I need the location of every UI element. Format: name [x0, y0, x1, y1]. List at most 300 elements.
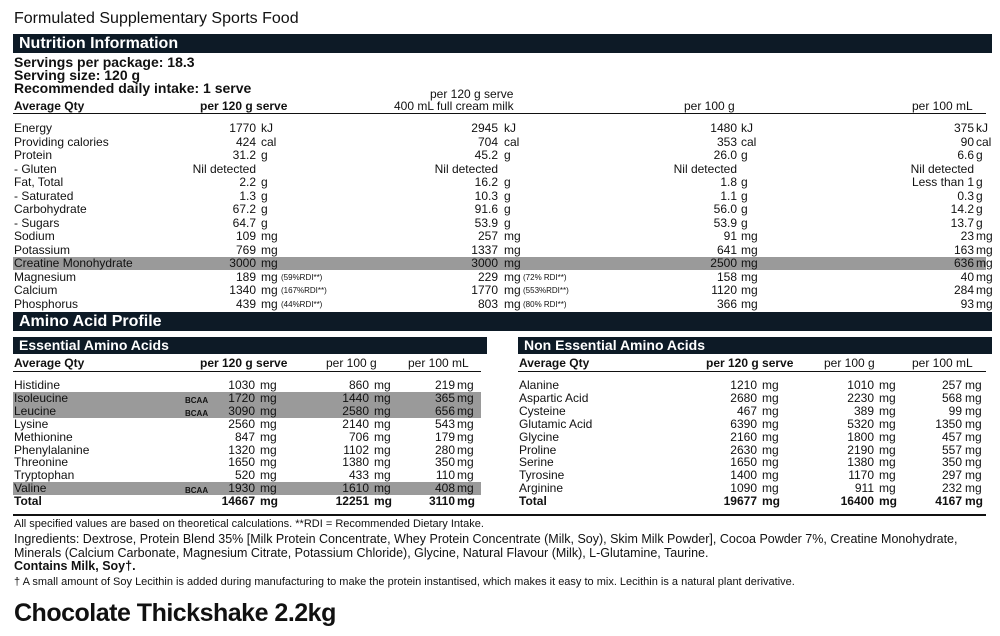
ess-header-rule — [13, 371, 481, 372]
page-title: Formulated Supplementary Sports Food — [14, 10, 299, 27]
amino-per-serve: 3090 — [228, 403, 255, 418]
amino-per-100g: 2140 — [342, 416, 369, 431]
amino-per-100g: 1610 — [342, 481, 369, 496]
amino-unit: mg — [879, 429, 896, 444]
amino-unit: mg — [374, 468, 391, 483]
amino-unit: mg — [762, 429, 779, 444]
amino-per-100g: 2580 — [342, 403, 369, 418]
amino-unit: mg — [457, 494, 475, 509]
value-with-milk: 1337 — [471, 242, 498, 257]
non-col-100g: per 100 g — [824, 356, 875, 370]
amino-per-100ml: 350 — [434, 455, 455, 470]
value-per-serve: 3000 — [229, 256, 256, 270]
amino-unit: mg — [762, 416, 779, 431]
amino-per-100g: 911 — [854, 481, 874, 496]
value-per-100g: 53.9 — [713, 215, 737, 230]
value-per-100ml: Nil detected — [910, 161, 974, 176]
unit-per-100ml: g — [976, 188, 983, 203]
value-per-serve: 64.7 — [232, 215, 256, 230]
nutrient-name: Potassium — [14, 242, 71, 257]
amino-name: Valine — [14, 481, 47, 496]
amino-unit: mg — [965, 442, 982, 457]
unit-per-100g: mg — [741, 296, 758, 311]
footnote: All specified values are based on theoretical calculations. **RDI = Recommended Dietary Intake. — [14, 518, 484, 530]
amino-per-100g: 860 — [348, 378, 369, 392]
value-per-serve: 189 — [235, 269, 256, 284]
amino-unit: mg — [374, 416, 391, 431]
value-per-serve: 439 — [235, 296, 256, 311]
amino-name: Glycine — [519, 429, 560, 444]
value-per-serve: 424 — [235, 134, 256, 149]
unit-per-100ml: mg — [976, 296, 993, 311]
unit-per-serve: mg — [261, 242, 278, 257]
amino-unit: mg — [457, 378, 474, 392]
bcaa-badge: BCAA — [185, 486, 209, 496]
amino-per-100ml: 280 — [434, 442, 455, 457]
amino-per-100ml: 297 — [941, 468, 962, 483]
amino-per-serve: 1720 — [228, 390, 255, 405]
amino-unit: mg — [965, 494, 983, 509]
rdi-with-milk: (80% RDI**) — [523, 299, 567, 309]
essential-heading: Essential Amino Acids — [13, 337, 487, 354]
value-per-100g: 158 — [716, 269, 737, 284]
amino-name: Phenylalanine — [14, 442, 90, 457]
amino-unit: mg — [879, 442, 896, 457]
value-per-serve: 109 — [235, 229, 256, 243]
unit-with-milk: mg — [504, 229, 521, 243]
amino-per-serve: 1030 — [228, 378, 255, 392]
amino-unit: mg — [374, 455, 391, 470]
unit-with-milk: g — [504, 202, 511, 216]
nutrient-name: - Saturated — [14, 188, 74, 203]
amino-unit: mg — [762, 390, 779, 405]
amino-per-100g: 16400 — [840, 494, 874, 509]
amino-name: Tyrosine — [519, 468, 565, 483]
rdi-per-serve: (44%RDI**) — [281, 299, 323, 309]
amino-unit: mg — [457, 390, 474, 405]
value-per-serve: Nil detected — [192, 161, 256, 176]
amino-name: Total — [519, 494, 547, 509]
amino-name: Threonine — [14, 455, 69, 470]
amino-per-serve: 467 — [736, 403, 757, 418]
nutrient-name: - Sugars — [14, 215, 60, 230]
amino-unit: mg — [374, 442, 391, 457]
amino-unit: mg — [965, 403, 982, 418]
unit-per-100g: g — [741, 188, 748, 203]
amino-per-100g: 1440 — [342, 390, 369, 405]
amino-per-serve: 1400 — [730, 468, 757, 483]
amino-unit: mg — [965, 429, 982, 444]
amino-per-serve: 2680 — [730, 390, 757, 405]
amino-unit: mg — [457, 481, 474, 496]
nutrient-name: Calcium — [14, 283, 58, 297]
unit-per-100g: g — [741, 175, 748, 189]
amino-per-100ml: 179 — [434, 429, 455, 444]
amino-name: Leucine — [14, 403, 57, 418]
amino-row — [13, 418, 481, 431]
value-with-milk: 16.2 — [474, 175, 498, 189]
amino-per-100ml: 4167 — [935, 494, 962, 509]
value-per-100ml: Less than 1 — [911, 175, 974, 189]
value-with-milk: 3000 — [471, 256, 498, 270]
nutrition-row — [13, 190, 986, 203]
non-header-rule — [518, 371, 986, 372]
value-per-100g: 56.0 — [713, 202, 737, 216]
amino-unit: mg — [965, 378, 982, 392]
amino-per-serve: 1320 — [228, 442, 255, 457]
value-per-serve: 67.2 — [232, 202, 256, 216]
nutrient-name: Fat, Total — [14, 175, 64, 189]
unit-per-serve: g — [261, 148, 268, 162]
unit-per-100ml: g — [976, 202, 983, 216]
amino-unit: mg — [260, 481, 277, 496]
amino-unit: mg — [260, 442, 277, 457]
amino-unit: mg — [762, 442, 779, 457]
unit-per-100g: cal — [741, 134, 757, 149]
amino-per-100g: 706 — [348, 429, 369, 444]
amino-unit: mg — [879, 455, 896, 470]
amino-per-100ml: 350 — [941, 455, 962, 470]
amino-name: Arginine — [519, 481, 564, 496]
amino-unit: mg — [374, 378, 391, 392]
unit-per-100g: g — [741, 215, 748, 230]
nutrient-name: Protein — [14, 148, 53, 162]
amino-name: Aspartic Acid — [519, 390, 589, 405]
amino-per-serve: 2630 — [730, 442, 757, 457]
unit-with-milk: cal — [504, 134, 520, 149]
amino-per-100g: 2230 — [847, 390, 874, 405]
col-per-120g: per 120 g serve — [200, 99, 288, 113]
value-with-milk: 45.2 — [474, 148, 498, 162]
unit-per-serve: mg — [261, 269, 278, 284]
amino-per-serve: 1650 — [730, 455, 757, 470]
unit-per-100g: g — [741, 148, 748, 162]
nutrition-row — [13, 256, 993, 270]
amino-per-serve: 520 — [234, 468, 255, 483]
unit-per-100ml: g — [976, 215, 983, 230]
unit-per-serve: g — [261, 215, 268, 230]
unit-per-100g: mg — [741, 229, 758, 243]
value-per-100g: 353 — [716, 134, 737, 149]
amino-name: Serine — [519, 455, 554, 470]
amino-unit: mg — [457, 455, 474, 470]
amino-name: Cysteine — [519, 403, 566, 418]
amino-per-serve: 2560 — [228, 416, 255, 431]
nutrient-name: Energy — [14, 121, 53, 135]
amino-per-100ml: 219 — [434, 378, 455, 392]
amino-unit: mg — [457, 429, 474, 444]
amino-unit: mg — [374, 390, 391, 405]
amino-name: Glutamic Acid — [519, 416, 593, 431]
amino-per-serve: 2160 — [730, 429, 757, 444]
nutrition-row — [13, 296, 993, 311]
col-average-qty: Average Qty — [14, 99, 85, 113]
nutrition-row — [13, 122, 986, 135]
nutrient-name: Sodium — [14, 229, 55, 243]
value-per-100g: 1.1 — [720, 188, 737, 203]
amino-unit: mg — [374, 429, 391, 444]
amino-per-serve: 1090 — [730, 481, 757, 496]
value-per-100ml: 13.7 — [950, 215, 974, 230]
amino-unit: mg — [879, 416, 896, 431]
amino-unit: mg — [374, 403, 391, 418]
amino-per-serve: 1650 — [228, 455, 255, 470]
value-per-100ml: 163 — [953, 242, 974, 257]
value-with-milk: 2945 — [471, 121, 498, 135]
unit-per-100ml: g — [976, 148, 983, 162]
amino-row — [13, 431, 481, 444]
rdi-with-milk: (72% RDI**) — [523, 272, 567, 282]
amino-per-100ml: 110 — [435, 468, 455, 483]
bcaa-badge: BCAA — [185, 408, 209, 418]
value-per-serve: 1.3 — [239, 188, 256, 203]
amino-per-100ml: 457 — [941, 429, 962, 444]
amino-name: Total — [14, 494, 42, 509]
unit-per-serve: g — [261, 175, 268, 189]
amino-unit: mg — [965, 416, 982, 431]
allergen-statement: Contains Milk, Soy†. — [14, 559, 136, 573]
amino-per-100ml: 656 — [434, 403, 455, 418]
unit-per-100g: mg — [741, 242, 758, 257]
amino-unit: mg — [762, 378, 779, 392]
unit-per-serve: mg — [261, 283, 278, 297]
non-col-average: Average Qty — [519, 356, 590, 370]
value-with-milk: 704 — [477, 134, 498, 149]
soy-note: † A small amount of Soy Lecithin is added during manufacturing to make the protein instantised, which makes it easy to mix. Lecithin is a natural plant derivative. — [14, 576, 795, 588]
amino-unit: mg — [965, 390, 982, 405]
nutrient-name: Phosphorus — [14, 296, 79, 311]
nutrition-row — [13, 229, 993, 243]
amino-unit: mg — [965, 468, 982, 483]
amino-per-serve: 1930 — [228, 481, 255, 496]
amino-row — [518, 431, 986, 444]
nutrition-row — [13, 283, 993, 297]
amino-per-100ml: 257 — [941, 378, 962, 392]
amino-per-100ml: 557 — [941, 442, 962, 457]
amino-unit: mg — [260, 455, 277, 470]
unit-per-100g: mg — [741, 256, 758, 270]
value-per-100g: 641 — [716, 242, 737, 257]
amino-unit: mg — [260, 494, 278, 509]
recommended-intake: Recommended daily intake: 1 serve — [14, 80, 252, 96]
nutrition-heading: Nutrition Information — [13, 34, 992, 53]
value-per-100ml: 90 — [960, 134, 974, 149]
amino-name: Tryptophan — [14, 468, 75, 483]
value-with-milk: Nil detected — [434, 161, 498, 176]
amino-per-100ml: 568 — [941, 390, 962, 405]
amino-unit: mg — [965, 481, 982, 496]
nutrient-name: Creatine Monohydrate — [14, 256, 133, 270]
bottom-rule — [13, 514, 986, 516]
amino-unit: mg — [762, 403, 779, 418]
value-per-100g: Nil detected — [673, 161, 737, 176]
amino-name: Alanine — [519, 378, 560, 392]
unit-with-milk: kJ — [504, 121, 516, 135]
unit-per-100ml: mg — [976, 269, 993, 284]
amino-unit: mg — [457, 468, 474, 483]
amino-unit: mg — [260, 390, 277, 405]
amino-unit: mg — [762, 455, 779, 470]
unit-with-milk: g — [504, 188, 511, 203]
ess-col-120: per 120 g serve — [200, 356, 288, 370]
nutrient-name: Providing calories — [14, 134, 109, 149]
amino-per-100g: 12251 — [335, 494, 369, 509]
unit-per-serve: g — [261, 202, 268, 216]
value-per-serve: 1340 — [229, 283, 256, 297]
amino-unit: mg — [879, 390, 896, 405]
servings-per-package: Servings per package: 18.3 — [14, 54, 195, 70]
amino-per-serve: 14667 — [221, 494, 255, 509]
nutrient-name: Carbohydrate — [14, 202, 87, 216]
value-per-100g: 26.0 — [713, 148, 737, 162]
value-with-milk: 53.9 — [474, 215, 498, 230]
amino-unit: mg — [879, 403, 896, 418]
non-col-100ml: per 100 mL — [912, 356, 973, 370]
serving-size: Serving size: 120 g — [14, 67, 141, 83]
rdi-per-serve: (59%RDI**) — [281, 272, 323, 282]
unit-per-serve: cal — [261, 134, 277, 149]
amino-row — [518, 392, 986, 405]
unit-per-100ml: mg — [976, 283, 993, 297]
amino-row — [13, 392, 481, 405]
amino-per-100g: 5320 — [847, 416, 874, 431]
value-per-serve: 31.2 — [232, 148, 256, 162]
amino-row — [518, 405, 986, 418]
value-with-milk: 257 — [477, 229, 498, 243]
unit-per-serve: mg — [261, 256, 278, 270]
amino-unit: mg — [879, 481, 896, 496]
unit-with-milk: mg — [504, 269, 521, 284]
unit-per-100ml: mg — [976, 242, 993, 257]
value-per-100ml: 636 — [953, 256, 974, 270]
amino-unit: mg — [879, 468, 896, 483]
amino-per-serve: 6390 — [730, 416, 757, 431]
amino-per-100ml: 408 — [434, 481, 455, 496]
value-per-100ml: 40 — [960, 269, 974, 284]
amino-unit: mg — [374, 481, 391, 496]
amino-unit: mg — [457, 403, 474, 418]
amino-unit: mg — [457, 416, 474, 431]
value-per-100g: 2500 — [710, 256, 737, 270]
unit-per-100ml: mg — [976, 256, 993, 270]
unit-per-serve: g — [261, 188, 268, 203]
amino-unit: mg — [260, 416, 277, 431]
unit-with-milk: mg — [504, 242, 521, 257]
ess-col-100g: per 100 g — [326, 356, 377, 370]
amino-per-100g: 433 — [348, 468, 369, 483]
unit-with-milk: mg — [504, 296, 521, 311]
amino-name: Isoleucine — [14, 390, 69, 405]
amino-unit: mg — [457, 442, 474, 457]
col-milk-line2: 400 mL full cream milk — [394, 99, 514, 113]
amino-unit: mg — [260, 403, 277, 418]
amino-unit: mg — [965, 455, 982, 470]
value-with-milk: 803 — [477, 296, 498, 311]
amino-per-100g: 389 — [853, 403, 874, 418]
value-per-100g: 1120 — [711, 283, 737, 297]
amino-unit: mg — [260, 468, 277, 483]
amino-total-row — [518, 495, 986, 508]
value-per-serve: 769 — [235, 242, 256, 257]
unit-per-100ml: cal — [976, 134, 992, 149]
amino-per-100g: 1170 — [848, 468, 874, 483]
unit-with-milk: g — [504, 215, 511, 230]
unit-per-100ml: g — [976, 175, 983, 189]
col-per-100ml: per 100 mL — [912, 99, 973, 113]
col-per-100g: per 100 g — [684, 99, 735, 113]
value-per-serve: 2.2 — [239, 175, 256, 189]
unit-per-100ml: mg — [976, 229, 993, 243]
amino-unit: mg — [879, 494, 897, 509]
amino-per-100ml: 365 — [434, 390, 455, 405]
amino-unit: mg — [374, 494, 392, 509]
amino-per-100g: 1102 — [343, 442, 369, 457]
product-name: Chocolate Thickshake 2.2kg — [14, 599, 336, 627]
nutrition-row — [13, 134, 992, 149]
value-with-milk: 1770 — [471, 283, 498, 297]
nutrition-row — [13, 217, 986, 230]
non-essential-heading: Non Essential Amino Acids — [518, 337, 992, 354]
amino-unit: mg — [260, 378, 277, 392]
amino-per-serve: 847 — [234, 429, 255, 444]
ingredients-line2: Minerals (Calcium Carbonate, Magnesium Citrate, Potassium Chloride), Glycine, Natural Flavour (Milk), L-Glutamine, Taurine. — [14, 546, 709, 560]
unit-per-serve: mg — [261, 229, 278, 243]
unit-per-100g: kJ — [741, 121, 753, 135]
nutrition-header-rule — [13, 113, 986, 114]
nutrition-row — [13, 203, 986, 216]
value-per-100g: 1480 — [710, 121, 737, 135]
amino-total-row — [13, 495, 481, 508]
amino-per-100ml: 99 — [948, 403, 962, 418]
value-per-100ml: 284 — [953, 283, 974, 297]
amino-heading: Amino Acid Profile — [13, 312, 992, 331]
amino-unit: mg — [879, 378, 896, 392]
value-per-100g: 91 — [723, 229, 737, 243]
amino-per-100ml: 1350 — [935, 416, 962, 431]
amino-per-serve: 1210 — [730, 378, 757, 392]
nutrition-row — [13, 163, 986, 176]
amino-name: Histidine — [14, 378, 61, 392]
unit-with-milk: mg — [504, 256, 521, 270]
nutrition-row — [13, 242, 993, 257]
value-per-100ml: 93 — [960, 296, 974, 311]
nutrition-row — [13, 269, 993, 284]
unit-per-100g: g — [741, 202, 748, 216]
value-per-100ml: 6.6 — [957, 148, 974, 162]
amino-per-100g: 1380 — [847, 455, 874, 470]
unit-per-serve: mg — [261, 296, 278, 311]
ingredients-line1: Ingredients: Dextrose, Protein Blend 35% [Milk Protein Concentrate, Whey Protein Concentrate (Milk, Soy), Skim Milk Powder], Cocoa Powder 7%, Creatine Monohydrate, — [14, 532, 958, 546]
ess-col-average: Average Qty — [14, 356, 85, 370]
amino-unit: mg — [762, 494, 780, 509]
value-per-100ml: 375 — [953, 121, 974, 135]
value-per-100g: 1.8 — [720, 175, 737, 189]
nutrition-row — [13, 149, 986, 162]
value-with-milk: 229 — [477, 269, 498, 284]
nutrient-name: Magnesium — [14, 269, 77, 284]
unit-with-milk: mg — [504, 283, 521, 297]
amino-unit: mg — [260, 429, 277, 444]
amino-name: Methionine — [14, 429, 73, 444]
nutrition-row — [13, 176, 986, 189]
amino-row — [518, 418, 986, 431]
value-per-100ml: 23 — [960, 229, 974, 243]
col-milk-line1: per 120 g serve — [430, 87, 514, 101]
bcaa-badge: BCAA — [185, 395, 209, 405]
amino-name: Lysine — [14, 416, 49, 431]
amino-per-100g: 1800 — [847, 429, 874, 444]
unit-with-milk: g — [504, 148, 511, 162]
